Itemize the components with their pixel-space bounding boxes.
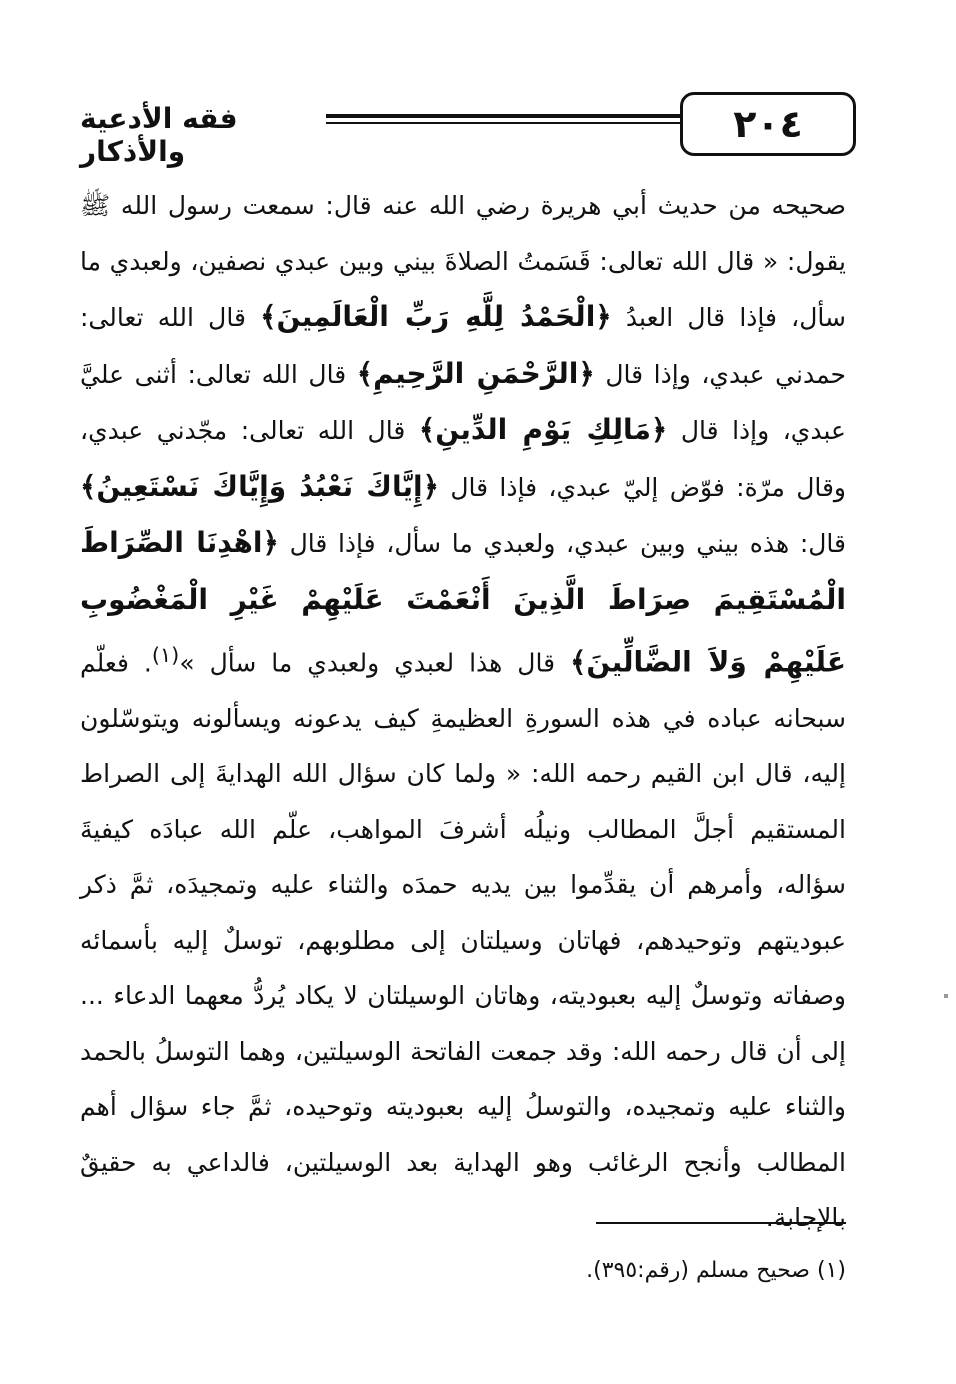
- body-segment: صحيحه من حديث أبي هريرة رضي الله عنه قال: سمعت رسول الله ﷺ يقول: « قال الله تعالى: قَسَمتُ الصلاةَ بيني وبين عبدي نصفين، ولعبدي ما سأل، فإذا قال العبدُ: [80, 191, 846, 332]
- quran-verse: ﴿إِيَّاكَ نَعْبُدُ وَإِيَّاكَ نَسْتَعِينُ﴾: [80, 469, 440, 503]
- quran-verse: ﴿الْحَمْدُ لِلَّهِ رَبِّ الْعَالَمِينَ﴾: [260, 300, 612, 333]
- page-number: ٢٠٤: [680, 92, 856, 156]
- body-segment: قال الله تعالى: مجّدني عبدي، وقال مرّة: فوّض إليّ عبدي، فإذا قال: [80, 416, 847, 502]
- scan-speck: [944, 994, 948, 998]
- footnote: (١) صحيح مسلم (رقم:٣٩٥).: [586, 1258, 846, 1283]
- body-text: [80, 178, 846, 1246]
- footnote-divider: [596, 1222, 846, 1224]
- body-segment: قال الله تعالى: أثنى عليَّ عبدي، وإذا قال: [80, 359, 846, 445]
- page-header: [80, 88, 846, 168]
- running-title: فقه الأدعية والأذكار: [80, 102, 326, 168]
- quran-verse: ﴿مَالِكِ يَوْمِ الدِّينِ﴾: [418, 413, 668, 446]
- body-segment: قال الله تعالى: حمدني عبدي، وإذا قال: [80, 303, 846, 389]
- quran-verse: ﴿اهْدِنَا الصِّرَاطَ الْمُسْتَقِيمَ صِرَاطَ الَّذِينَ أَنْعَمْتَ عَلَيْهِمْ غَيْرِ الْمَغْضُوبِ عَلَيْهِمْ وَلاَ الضَّالِّينَ﴾: [80, 526, 846, 679]
- body-segment: . فعلّم سبحانه عباده في هذه السورةِ العظيمةِ كيف يدعونه ويسألونه ويتوسّلون إليه، قال ابن القيم رحمه الله: « ولما كان سؤال الله الهدايةَ إلى الصراط المستقيم أجلَّ المطالب ونيلُه أشرفَ المواهب، علّم الله عبادَه كيفيةَ سؤاله، وأمرهم أن يقدِّموا بين يديه حمدَه والثناء عليه وتمجيدَه، ثمَّ ذكر عبوديتهم وتوحيدهم، فهاتان وسيلتان إلى مطلوبهم، توسلٌ إليه بأسمائه وصفاته وتوسلٌ إليه بعبوديته، وهاتان الوسيلتان لا يكاد يُردُّ معهما الدعاء ... إلى أن قال رحمه الله: وقد جمعت الفاتحة الوسيلتين، وهما التوسلُ بالحمد والثناء عليه وتمجيده، والتوسلُ إليه بعبوديته وتوحيده، ثمَّ جاء سؤال أهم المطالب وأنجح الرغائب وهو الهداية بعد الوسيلتين، فالداعي به حقيقٌ بالإجابة.: [80, 648, 846, 1233]
- body-segment: قال هذا لعبدي ولعبدي ما سأل »: [179, 648, 556, 678]
- quran-verse: ﴿الرَّحْمَنِ الرَّحِيمِ﴾: [356, 356, 595, 390]
- footnote-ref[interactable]: (١): [151, 643, 180, 667]
- body-segment: قال: هذه بيني وبين عبدي، ولعبدي ما سأل، فإذا قال: [289, 529, 846, 558]
